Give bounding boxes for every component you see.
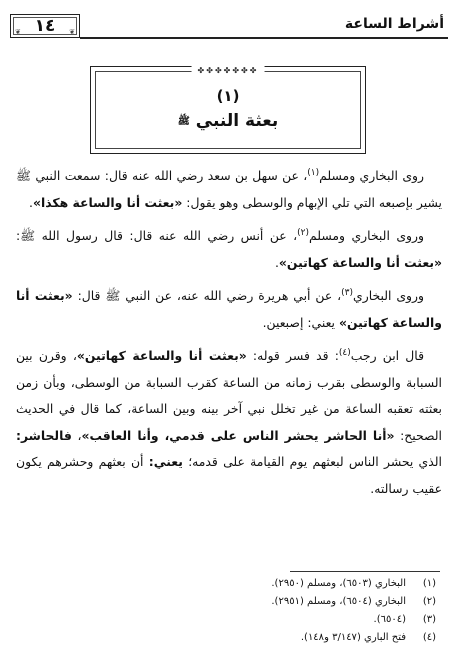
text-run: روى البخاري ومسلم [319, 168, 425, 183]
text-run: . [274, 254, 279, 270]
ornament-icon: ❦ [15, 28, 21, 36]
page-header [8, 6, 448, 42]
hadith-quote: «بعثت أنا والساعة كهاتين» [16, 288, 442, 330]
page-number-frame [10, 14, 80, 38]
text-run: . [29, 194, 33, 210]
body-text [16, 160, 442, 506]
footnote-text: (٦٥٠٤). [373, 614, 406, 625]
footnote-number: (١) [422, 578, 436, 589]
text-run: : قد فسر قوله: [246, 348, 339, 363]
footnote [16, 611, 436, 629]
text-run: ، عن سهل بن سعد رضي الله عنه قال: سمعت النبي ﷺ يشير بإصبعه التي تلي الإبهام والوسطى وهو يقول: [16, 168, 442, 210]
hadith-quote: «أنا الحاشر يحشر الناس على قدمي، وأنا العاقب» [81, 427, 395, 443]
hadith-quote: «بعثت أنا والساعة كهاتين» [278, 254, 442, 270]
chapter-heading-inner [95, 66, 361, 149]
text-run: الذي يحشر الناس لبعثهم يوم القيامة على قدمه؛ [182, 454, 442, 469]
text-run: وروى البخاري ومسلم [309, 228, 424, 243]
chapter-heading-frame [90, 66, 366, 154]
salutation-glyph: ﷺ [177, 115, 190, 127]
footnote-text: البخاري (٦٥٠٣)، ومسلم (٢٩٥٠). [271, 578, 406, 589]
footnote-ref: (٢) [297, 228, 309, 238]
footnote-ref: (٣) [341, 288, 354, 298]
header-rule [80, 37, 448, 39]
footnote-number: (٤) [422, 632, 436, 643]
ornament-icon: ✤✤✤✤✤✤✤ [192, 66, 265, 75]
footnote-number: (٢) [422, 596, 436, 607]
footnote [16, 593, 436, 611]
footnotes [16, 575, 436, 647]
text-run: ، عن أبي هريرة رضي الله عنه، عن النبي ﷺ قال: [72, 288, 342, 303]
text-run: قال ابن رجب [350, 348, 424, 363]
text-run: وروى البخاري [353, 288, 425, 303]
text-run: يعني: إصبعين. [262, 314, 339, 330]
paragraph [16, 220, 442, 276]
chapter-number: (١) [216, 86, 240, 105]
footnote-number: (٣) [422, 614, 436, 625]
text-run: أن بعثهم وحشرهم يكون عقيب رسالته. [16, 454, 442, 496]
footnote-ref: (١) [307, 168, 320, 178]
hadith-quote: «بعثت أنا والساعة كهاتين» [76, 348, 247, 363]
ornament-icon: ❦ [69, 28, 75, 36]
text-run: ، [71, 427, 82, 443]
chapter-title-text: بعثة النبي [195, 110, 279, 131]
footnote [16, 575, 436, 593]
running-title: أشراط الساعة [344, 16, 444, 32]
text-run: ، عن أنس رضي الله عنه قال: قال رسول الله ﷺ: [16, 228, 298, 243]
paragraph [16, 340, 442, 502]
footnote-separator [290, 571, 440, 572]
footnote-text: البخاري (٦٥٠٤)، ومسلم (٢٩٥١). [271, 596, 406, 607]
chapter-title [178, 107, 278, 136]
bold-term: يعني: [148, 454, 183, 469]
text-run: ، وقرن بين السبابة والوسطى بقرب زمانه من الساعة كقرب السبابة من الوسطى، وبأن زمن بعثته تعقبه الساعة من غير تخلل نبي آخر بينه وبين الساعة، كما قال في الحديث الصحيح: [16, 348, 443, 443]
footnote-text: فتح الباري (٣/١٤٧ و١٤٨). [300, 632, 406, 643]
footnote-ref: (٤) [338, 348, 351, 358]
paragraph [16, 280, 442, 336]
bold-term: فالحاشر: [16, 427, 72, 443]
page-number: ١٤ [34, 16, 56, 36]
hadith-quote: «بعثت أنا والساعة هكذا» [32, 194, 183, 210]
paragraph [16, 160, 442, 216]
footnote [16, 629, 436, 647]
